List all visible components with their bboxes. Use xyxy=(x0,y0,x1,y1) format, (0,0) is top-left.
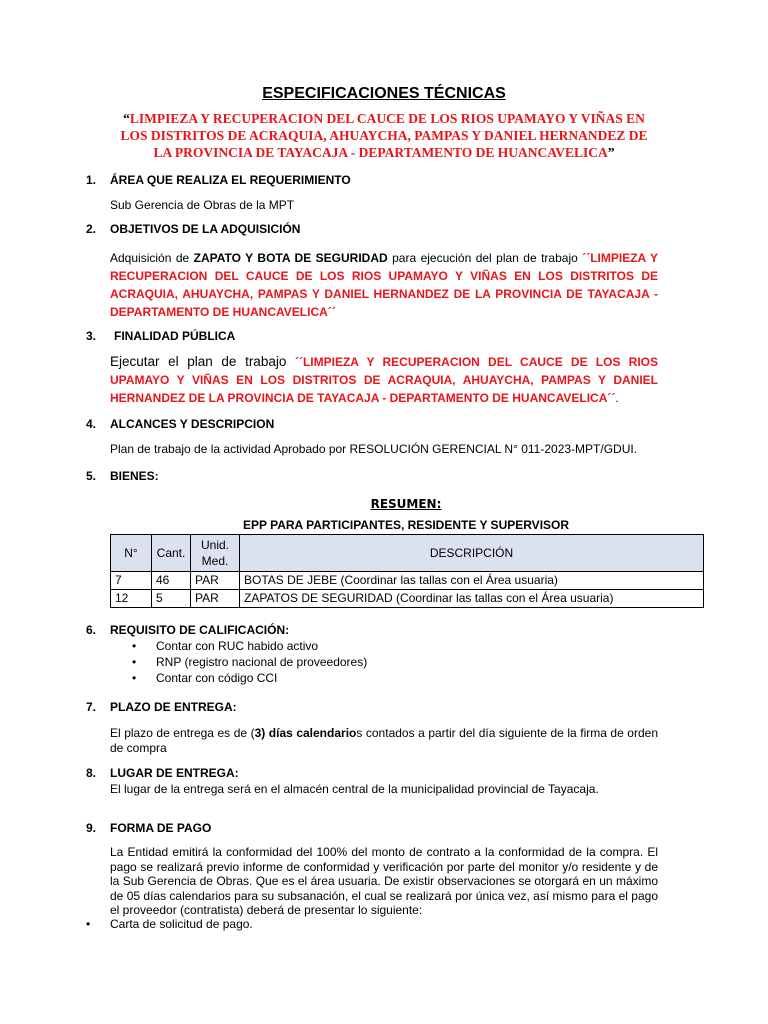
section-9-number: 9. xyxy=(86,821,97,835)
section-4-title: ALCANCES Y DESCRIPCION xyxy=(110,417,275,431)
section-8-heading xyxy=(86,766,239,782)
section-2-body-mid: para ejecución del plan de trabajo xyxy=(387,251,583,265)
section-8-body: El lugar de la entrega será en el almacén central de la municipalidad provincial de Tayacaja. xyxy=(110,782,599,796)
section-9-title: FORMA DE PAGO xyxy=(110,821,212,835)
section-1-body: Sub Gerencia de Obras de la MPT xyxy=(110,198,295,212)
list-item-text: RNP (registro nacional de proveedores) xyxy=(156,655,368,669)
section-3-number: 3. xyxy=(86,329,97,343)
col-header-number: N° xyxy=(111,535,152,572)
section-1-title: ÁREA QUE REALIZA EL REQUERIMIENTO xyxy=(110,173,351,187)
table-row xyxy=(111,572,704,590)
section-2-heading xyxy=(86,222,300,238)
section-7-title: PLAZO DE ENTREGA: xyxy=(110,700,237,714)
bullet-icon: • xyxy=(132,639,137,653)
list-item xyxy=(110,654,367,670)
cell-description: BOTAS DE JEBE (Coordinar las tallas con el Área usuaria) xyxy=(240,572,704,590)
section-3-body-red: ´´LIMPIEZA Y RECUPERACION DEL CAUCE DE LOS RIOS UPAMAYO Y VIÑAS EN LOS DISTRITOS DE ACRAQUIA, AHUAYCHA, PAMPAS Y DANIEL HERNANDEZ DE LA PROVINCIA DE TAYACAJA - DEPARTAMENTO DE HUANCAVELICA´´ xyxy=(110,355,658,405)
cell-number: 7 xyxy=(111,572,152,590)
cell-quantity: 46 xyxy=(152,572,191,590)
section-5-number: 5. xyxy=(86,469,97,483)
section-6-heading xyxy=(86,623,289,639)
cell-quantity: 5 xyxy=(152,590,191,608)
section-2-body xyxy=(110,249,658,321)
document-subtitle xyxy=(118,110,650,161)
section-9-body: La Entidad emitirá la conformidad del 100% del monto de contrato a la conformidad de la compra. El pago se realizará previo informe de conformidad y verificación por parte del monitor y/o residente y de la Sub Gerencia de Obras. Que es el área usuaria. De existir observaciones se otorgará en un máximo de 05 días calendarios para su subsanación, el cual se realizará por única vez, así mismo para el pago el proveedor (contratista) deberá de presentar lo siguiente: xyxy=(110,845,658,917)
payment-requirement-item xyxy=(86,917,253,933)
cell-description: ZAPATOS DE SEGURIDAD (Coordinar las tallas con el Área usuaria) xyxy=(240,590,704,608)
payment-requirement-text: Carta de solicitud de pago. xyxy=(110,917,253,931)
section-2-body-bold: ZAPATO Y BOTA DE SEGURIDAD xyxy=(193,251,388,265)
cell-unit: PAR xyxy=(191,590,240,608)
section-1-number: 1. xyxy=(86,173,97,187)
col-header-description: DESCRIPCIÓN xyxy=(240,535,704,572)
section-7-body-bold: 3) días calendario xyxy=(254,726,357,740)
section-9-heading xyxy=(86,821,211,837)
table-header-row xyxy=(111,535,704,572)
section-4-number: 4. xyxy=(86,417,97,431)
section-4-body: Plan de trabajo de la actividad Aprobado por RESOLUCIÓN GERENCIAL N° 011-2023-MPT/GDUI. xyxy=(110,442,638,456)
section-6-number: 6. xyxy=(86,623,97,637)
section-1-heading xyxy=(86,173,351,189)
col-header-quantity: Cant. xyxy=(152,535,191,572)
subtitle-close-quote: ” xyxy=(607,145,615,160)
epp-table xyxy=(110,534,704,608)
section-3-title: FINALIDAD PÚBLICA xyxy=(114,329,236,343)
section-5-title: BIENES: xyxy=(110,469,159,483)
bullet-icon: • xyxy=(132,655,137,669)
bullet-icon: • xyxy=(86,917,91,931)
cell-number: 12 xyxy=(111,590,152,608)
section-2-body-red: ´´LIMPIEZA Y RECUPERACION DEL CAUCE DE LOS RIOS UPAMAYO Y VIÑAS EN LOS DISTRITOS DE ACRAQUIA, AHUAYCHA, PAMPAS Y DANIEL HERNANDEZ DE LA PROVINCIA DE TAYACAJA - DEPARTAMENTO DE HUANCAVELICA´´ xyxy=(110,251,659,319)
cell-unit: PAR xyxy=(191,572,240,590)
list-item-text: Contar con RUC habido activo xyxy=(156,639,319,653)
subtitle-open-quote: “ xyxy=(123,111,130,126)
resumen-heading: RESUMEN: xyxy=(370,497,442,511)
col-header-unit: Unid. Med. xyxy=(191,535,240,572)
section-7-body-end: s contados a partir del día siguiente de la firma de orden de compra xyxy=(110,726,658,755)
requirements-list xyxy=(110,638,367,686)
section-7-body xyxy=(110,726,658,756)
section-6-title: REQUISITO DE CALIFICACIÓN: xyxy=(110,623,290,637)
subtitle-text: LIMPIEZA Y RECUPERACION DEL CAUCE DE LOS RIOS UPAMAYO Y VIÑAS EN LOS DISTRITOS DE ACRAQUIA, AHUAYCHA, PAMPAS Y DANIEL HERNANDEZ DE LA PROVINCIA DE TAYACAJA - DEPARTAMENTO DE HUANCAVELICA xyxy=(120,111,648,160)
section-7-heading xyxy=(86,700,237,716)
section-8-title: LUGAR DE ENTREGA: xyxy=(110,766,239,780)
list-item xyxy=(110,638,367,654)
section-8-number: 8. xyxy=(86,766,97,780)
list-item xyxy=(110,670,367,686)
section-5-heading xyxy=(86,469,159,485)
section-7-body-pre: El plazo de entrega es de ( xyxy=(110,726,255,740)
section-3-body xyxy=(110,353,658,407)
bullet-icon: • xyxy=(132,671,137,685)
section-2-body-pre: Adquisición de xyxy=(110,251,194,265)
section-4-heading xyxy=(86,417,274,433)
section-7-number: 7. xyxy=(86,700,97,714)
table-title: EPP PARA PARTICIPANTES, RESIDENTE Y SUPERVISOR xyxy=(242,518,570,532)
section-3-heading xyxy=(86,329,235,345)
table-row xyxy=(111,590,704,608)
document-title: ESPECIFICACIONES TÉCNICAS xyxy=(262,85,506,102)
section-2-number: 2. xyxy=(86,222,97,236)
section-2-title: OBJETIVOS DE LA ADQUISICIÓN xyxy=(110,222,301,236)
section-3-body-pre: Ejecutar el plan de trabajo xyxy=(110,354,295,369)
list-item-text: Contar con código CCI xyxy=(156,671,278,685)
section-3-body-end: . xyxy=(615,391,619,405)
